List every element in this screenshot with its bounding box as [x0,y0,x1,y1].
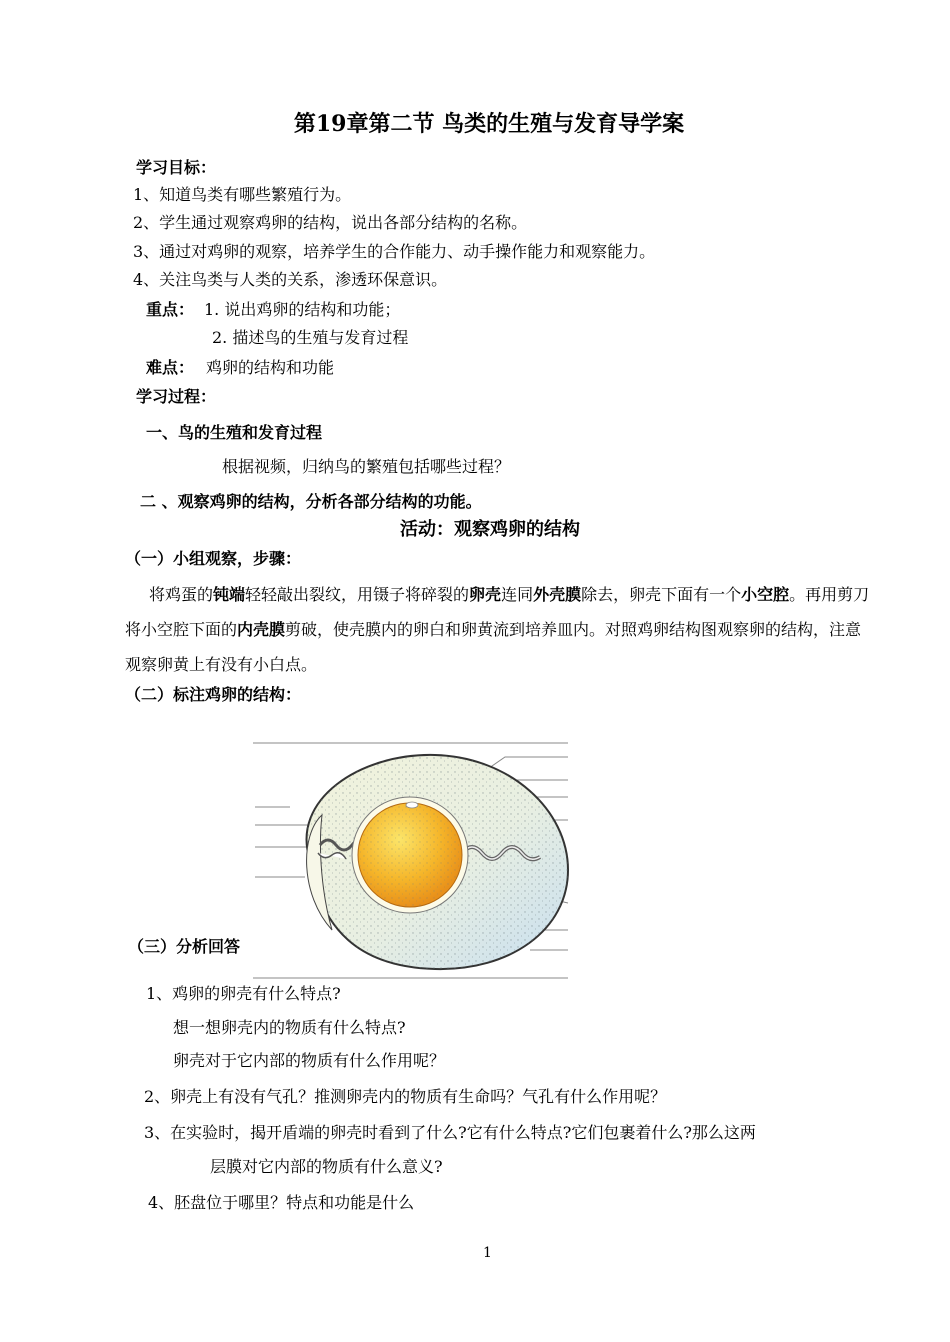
step-paragraph: 将鸡蛋的钝端轻轻敲出裂纹，用镊子将碎裂的卵壳连同外壳膜除去，卵壳下面有一个小空腔。再用剪刀将小空腔下面的内壳膜剪破，使壳膜内的卵白和卵黄流到培养皿内。对照鸡卵结构图观察卵的结构，注意观察卵黄上有没有小白点。 [125,585,870,674]
difficulty-text: 鸡卵的结构和功能 [206,358,335,377]
step-heading: （二）标注鸡卵的结构： [125,685,302,704]
section-question: 根据视频，归纳鸟的繁殖包括哪些过程？ [222,457,511,476]
activity-title: 活动：观察鸡卵的结构 [400,519,580,540]
question-item: 卵壳对于它内部的物质有什么作用呢？ [173,1051,446,1070]
section-heading: 一、鸟的生殖和发育过程 [146,423,323,442]
process-heading: 学习过程： [136,387,217,406]
question-item: 2、卵壳上有没有气孔？推测卵壳内的物质有生命吗？气孔有什么作用呢？ [144,1087,667,1106]
step-heading: （三）分析回答 [128,937,241,956]
objective-item: 1、知道鸟类有哪些繁殖行为。 [133,185,352,204]
objectives-heading: 学习目标： [136,158,217,177]
key-points-label: 重点： [146,300,195,319]
germinal-disc [406,802,418,808]
page-number: 1 [483,1245,492,1261]
page-title: 第19章第二节 鸟类的生殖与发育导学案 [293,111,685,137]
objective-item: 3、通过对鸡卵的观察，培养学生的合作能力、动手操作能力和观察能力。 [133,242,656,261]
question-item: 1、鸡卵的卵壳有什么特点? [146,984,341,1003]
objective-item: 2、学生通过观察鸡卵的结构，说出各部分结构的名称。 [133,213,528,232]
section-heading: 二 、观察鸡卵的结构，分析各部分结构的功能。 [140,492,482,511]
question-item: 4、胚盘位于哪里？特点和功能是什么 [148,1193,415,1212]
objective-item: 4、关注鸟类与人类的关系，渗透环保意识。 [133,270,448,289]
egg-diagram [250,735,575,985]
question-item: 3、在实验时，揭开盾端的卵壳时看到了什么?它有什么特点?它们包裹着什么?那么这两 [144,1123,756,1142]
question-item: 想一想卵壳内的物质有什么特点? [173,1018,406,1037]
key-point-item: 2. 描述鸟的生殖与发育过程 [212,328,409,347]
question-item: 层膜对它内部的物质有什么意义? [210,1157,443,1176]
key-point-item: 1. 说出鸡卵的结构和功能； [204,300,401,319]
difficulty-label: 难点： [146,358,195,377]
step-heading: （一）小组观察，步骤： [125,549,302,568]
